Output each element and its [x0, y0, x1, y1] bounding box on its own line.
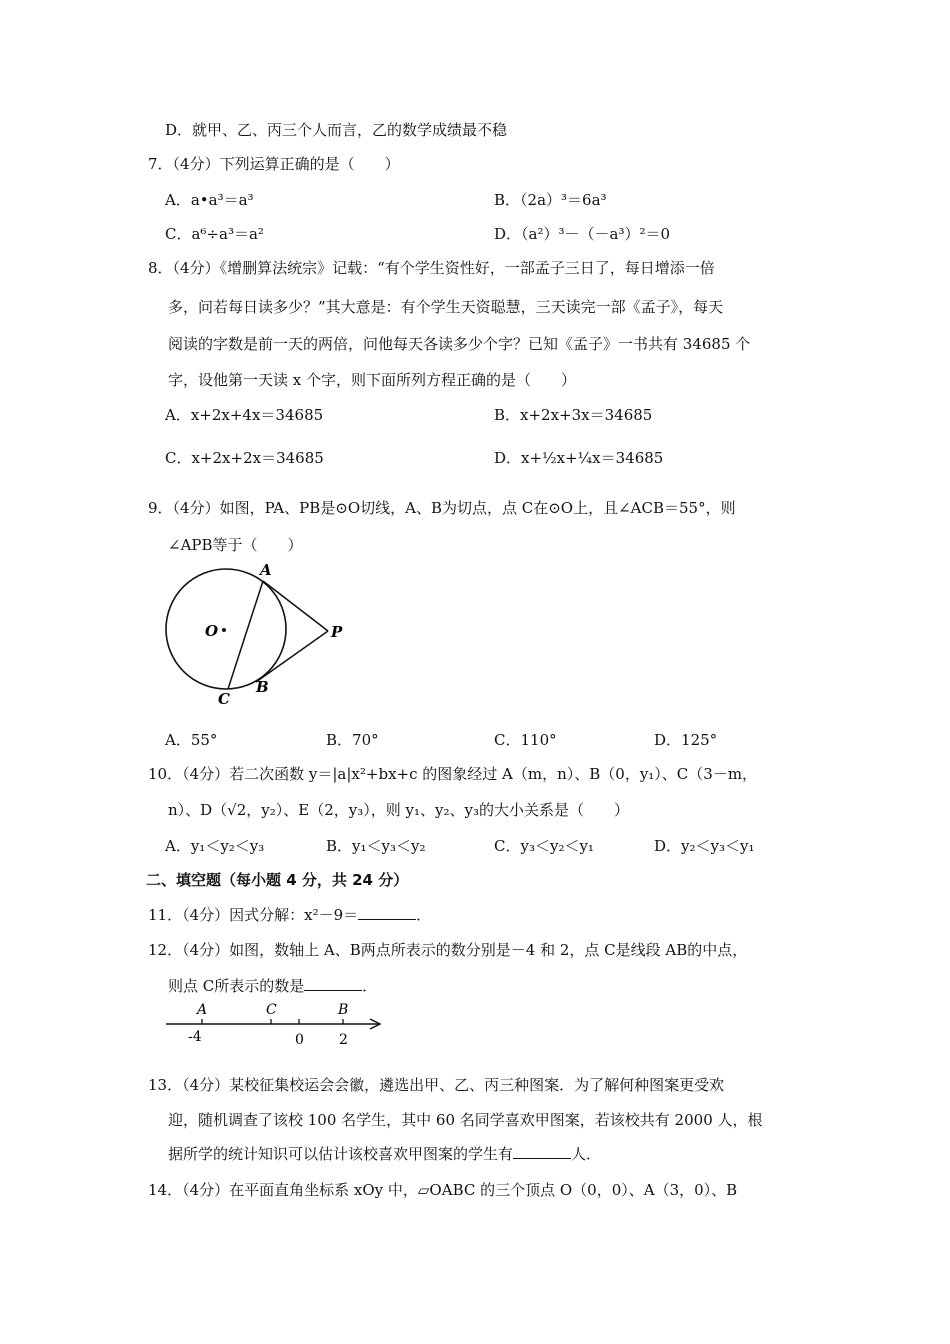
q10-option-b: B．y₁＜y₃＜y₂ [326, 837, 426, 855]
q9-circle-tangent-figure [160, 560, 350, 710]
q10-stem-line1: 10．（4分）若二次函数 y＝|a|x²+bx+c 的图象经过 A（m，n）、B（0，y₁）、C（3－m， [148, 765, 758, 783]
tangent-pa [263, 581, 328, 631]
q13-text: 据所学的统计知识可以估计该校喜欢甲图案的学生有 [168, 1145, 514, 1163]
q7-stem: 7．（4分）下列运算正确的是（ ） [148, 155, 400, 173]
q11-answer-blank[interactable] [358, 905, 416, 920]
q8-stem-line4: 字，设他第一天读 x 个字，则下面所列方程正确的是（ ） [168, 371, 576, 389]
q7-option-c: C．a⁶÷a³＝a² [165, 225, 264, 243]
q9-option-c: C．110° [494, 731, 557, 749]
label-a: A [260, 561, 272, 579]
q12-stem-line1: 12．（4分）如图，数轴上 A、B两点所表示的数分别是－4 和 2，点 C是线段 AB的中点， [148, 941, 748, 959]
q11-end: ． [416, 906, 432, 924]
point-a-label: A [197, 1002, 208, 1018]
q12-end: ． [362, 977, 378, 995]
tick-label-2: 2 [339, 1032, 348, 1048]
tick-label-neg4: -4 [188, 1029, 202, 1045]
q10-option-d: D．y₂＜y₃＜y₁ [654, 837, 755, 855]
q13-stem-line1: 13．（4分）某校征集校运会会徽，遴选出甲、乙、丙三种图案．为了解何种图案更受欢 [148, 1076, 725, 1094]
q7-option-a: A．a•a³＝a³ [165, 191, 254, 209]
q9-option-b: B．70° [326, 731, 379, 749]
q13-stem-line2: 迎，随机调查了该校 100 名学生，其中 60 名同学喜欢甲图案，若该校共有 2000 人，根 [168, 1111, 763, 1129]
q8-stem-line1: 8．（4分）《增删算法统宗》记载：“有个学生资性好，一部孟子三日了，每日增添一倍 [148, 259, 715, 277]
label-p: P [331, 623, 343, 641]
label-b: B [256, 678, 269, 696]
q8-option-a: A．x+2x+4x＝34685 [165, 406, 324, 424]
q11-stem [148, 905, 431, 925]
q9-stem-line2: ∠APB等于（ ） [168, 536, 303, 554]
q8-option-c: C．x+2x+2x＝34685 [165, 449, 324, 467]
q9-stem-line1: 9．（4分）如图，PA、PB是⊙O切线，A、B为切点，点 C在⊙O上，且∠ACB＝55°，则 [148, 499, 736, 517]
q9-option-a: A．55° [165, 731, 218, 749]
q12-number-line-figure [160, 1000, 390, 1050]
q12-text: 则点 C所表示的数是 [168, 977, 305, 995]
q6-option-d: D．就甲、乙、丙三个人而言，乙的数学成绩最不稳 [165, 121, 508, 139]
chord-ac [228, 581, 263, 689]
circle-o [166, 569, 286, 689]
q10-stem-line2: n）、D（√2，y₂）、E（2，y₃），则 y₁、y₂、y₃的大小关系是（ ） [168, 801, 629, 819]
tick-label-0: 0 [295, 1032, 304, 1048]
q14-stem-line1: 14．（4分）在平面直角坐标系 xOy 中，▱OABC 的三个顶点 O（0，0）、A（3，0）、B [148, 1181, 738, 1199]
tangent-pb [256, 631, 328, 682]
q8-stem-line3: 阅读的字数是前一天的两倍，问他每天各读多少个字？已知《孟子》一书共有 34685 个 [168, 335, 751, 353]
label-o: O [205, 622, 219, 640]
q13-answer-blank[interactable] [513, 1144, 571, 1159]
q13-end: 人． [571, 1145, 602, 1163]
q12-stem-line2 [168, 976, 377, 996]
q8-option-d: D．x+½x+¼x＝34685 [494, 449, 664, 467]
q11-text: 11．（4分）因式分解：x²－9＝ [148, 906, 359, 924]
center-point-o [222, 628, 226, 632]
q10-option-a: A．y₁＜y₂＜y₃ [165, 837, 265, 855]
point-b-label: B [338, 1002, 349, 1018]
q12-answer-blank[interactable] [304, 976, 362, 991]
q9-option-d: D．125° [654, 731, 718, 749]
q8-stem-line2: 多，问若每日读多少？”其大意是：有个学生天资聪慧，三天读完一部《孟子》，每天 [168, 298, 724, 316]
q13-stem-line3 [168, 1144, 601, 1164]
q10-option-c: C．y₃＜y₂＜y₁ [494, 837, 594, 855]
section-2-heading: 二、填空题（每小题 4 分，共 24 分） [146, 871, 409, 889]
q8-option-b: B．x+2x+3x＝34685 [494, 406, 653, 424]
q7-option-d: D．（a²）³－（－a³）²＝0 [494, 225, 671, 243]
q7-option-b: B．（2a）³＝6a³ [494, 191, 607, 209]
label-c: C [218, 690, 230, 708]
point-c-label: C [266, 1002, 277, 1018]
